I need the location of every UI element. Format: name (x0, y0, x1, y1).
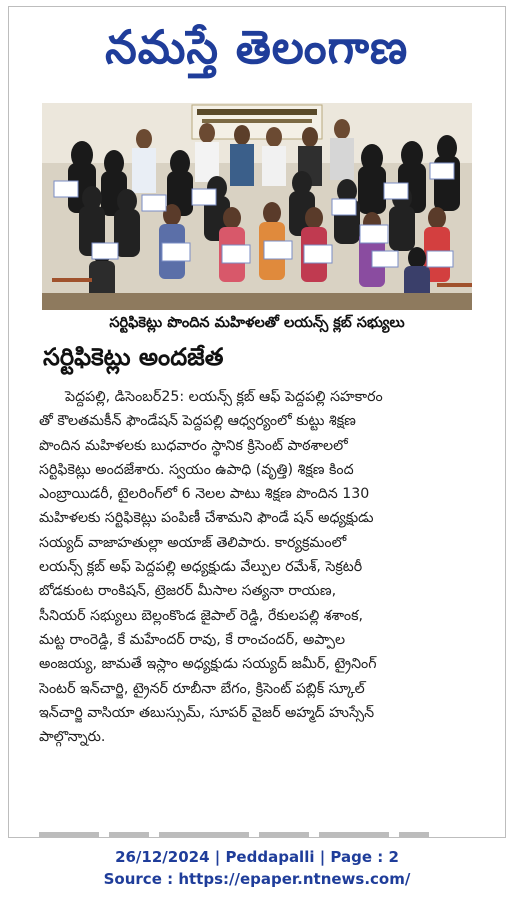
body-line: తో కౌలతమకీన్ ఫౌండేషన్ పెద్దపల్లి ఆధ్వర్యంలో కుట్టు శిక్షణ (39, 413, 356, 430)
source-footer (0, 846, 514, 890)
body-line: సెంటర్ ఇన్‌చార్జి, ట్రైనర్ రూబీనా బేగం, క్రిసెంట్ పబ్లిక్ స్కూల్ (39, 680, 365, 697)
body-line: ఇన్‌చార్జి వాసియా తబుస్సుమ్, సూపర్ వైజర్ అహ్మద్ హుస్సేన్ (39, 704, 375, 721)
clipping-frame (8, 6, 506, 838)
body-line: సయ్యద్ వాజాహతుల్లా అయాజ్ తెలిపారు. కార్యక్రమంలో (39, 534, 347, 551)
body-line: సీనియర్ సభ్యులు బెల్లంకొండ జైపాల్ రెడ్డి, రేకులపల్లి శశాంక, (39, 607, 363, 624)
body-line: ఎంబ్రాయిడరీ, టైలరింగ్‌లో 6 నెలల పాటు శిక్షణ పొందిన 130 (39, 486, 370, 503)
body-line: బోడకుంట రాంకిషన్, ట్రెజరర్ మీసాల సత్యనా రాయణ, (39, 583, 337, 600)
footer-source: Source : https://epaper.ntnews.com/ (103, 870, 411, 888)
body-line: సర్టిఫికెట్లు అందజేశారు. స్వయం ఉపాధి (వృత్తి) శిక్షణ కింద (39, 461, 354, 478)
footer-date-page: 26/12/2024 | Peddapalli | Page : 2 (115, 848, 399, 866)
body-line: మహిళలకు సర్టిఫికెట్లు పంపిణీ చేశామని ఫౌండే షన్ అధ్యక్షుడు (39, 510, 374, 527)
masthead (9, 7, 505, 99)
article-body (39, 385, 479, 749)
clipped-next-line (39, 825, 479, 838)
body-line: మట్ట రాంరెడ్డి, కే మహేందర్ రావు, కే రాంచందర్, అప్పాల (39, 631, 346, 648)
group-photo-illustration (42, 103, 472, 310)
news-photo (42, 103, 472, 310)
photo-caption: సర్టిఫికెట్లు పొందిన మహిళలతో లయన్స్ క్లబ్ సభ్యులు (109, 315, 405, 331)
body-line: లయన్స్ క్లబ్ అఫ్ పెద్దపల్లి అధ్యక్షుడు వేల్పుల రమేశ్, సెక్రటరీ (39, 559, 363, 576)
newspaper-logo: నమస్తే తెలంగాణ (105, 20, 409, 74)
body-line: పాల్గొన్నారు. (39, 729, 106, 746)
article-headline: సర్టిఫికెట్లు అందజేత (43, 343, 224, 371)
body-line: పొందిన మహిళలకు బుధవారం స్థానిక క్రిసెంట్ పాఠశాలలో (39, 437, 348, 454)
body-line: పెద్దపల్లి, డిసెంబర్25: లయన్స్ క్లబ్ ఆఫ్ పెద్దపల్లి సహకారం (65, 389, 383, 405)
body-line: అంజయ్య, జామతే ఇస్లాం అధ్యక్షుడు సయ్యద్ జమీర్, ట్రైనింగ్ (39, 656, 377, 673)
